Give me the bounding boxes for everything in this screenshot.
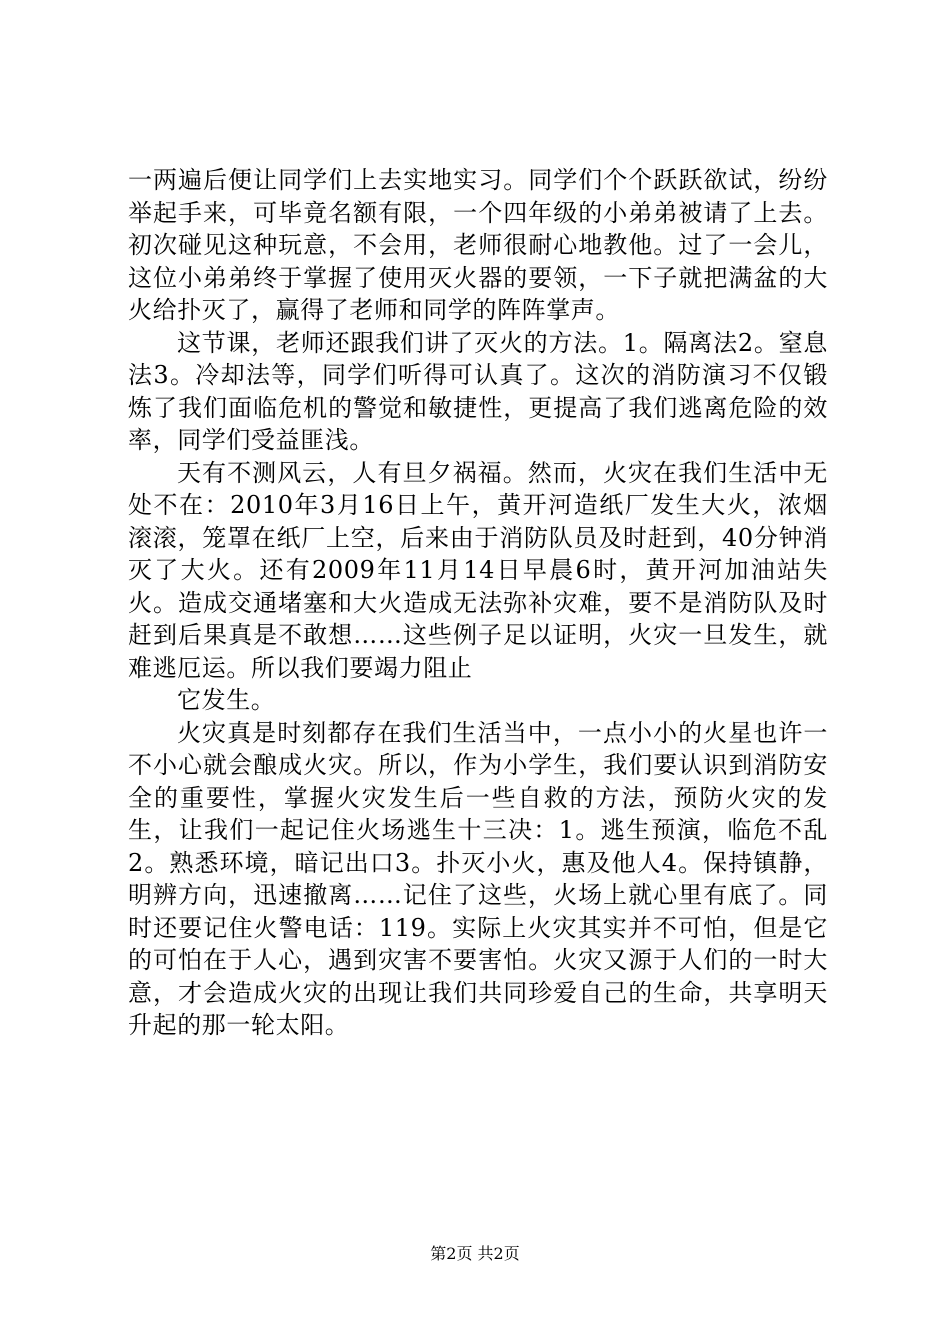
paragraph-3: 天有不测风云，人有旦夕祸福。然而，火灾在我们生活中无处不在：2010年3月16日上午，黄开河造纸厂发生大火，浓烟滚滚，笼罩在纸厂上空，后来由于消防队员及时赶到，40分钟消灭了大火。还有2009年11月14日早晨6时，黄开河加油站失火。造成交通堵塞和大火造成无法弥补灾难，要不是消防队及时赶到后果真是不敢想……这些例子足以证明，火灾一旦发生，就难逃厄运。所以我们要竭力阻止 <box>128 458 828 682</box>
page-number-footer: 第2页 共2页 <box>430 1244 520 1263</box>
paragraph-1: 一两遍后便让同学们上去实地实习。同学们个个跃跃欲试，纷纷举起手来，可毕竟名额有限，一个四年级的小弟弟被请了上去。初次碰见这种玩意，不会用，老师很耐心地教他。过了一会儿，这位小弟弟终于掌握了使用灭火器的要领，一下子就把满盆的大火给扑灭了，赢得了老师和同学的阵阵掌声。 <box>128 166 828 324</box>
document-body <box>128 164 828 1042</box>
paragraph-2: 这节课，老师还跟我们讲了灭火的方法。1。隔离法2。窒息法3。冷却法等，同学们听得可认真了。这次的消防演习不仅锻炼了我们面临危机的警觉和敏捷性，更提高了我们逃离危险的效率，同学们受益匪浅。 <box>128 328 828 454</box>
paragraph-5: 火灾真是时刻都存在我们生活当中，一点小小的火星也许一不小心就会酿成火灾。所以，作为小学生，我们要认识到消防安全的重要性，掌握火灾发生后一些自救的方法，预防火灾的发生，让我们一起记住火场逃生十三决：1。逃生预演，临危不乱2。熟悉环境，暗记出口3。扑灭小火，惠及他人4。保持镇静，明辨方向，迅速撤离……记住了这些，火场上就心里有底了。同时还要记住火警电话：119。实际上火灾其实并不可怕，但是它的可怕在于人心，遇到灾害不要害怕。火灾又源于人们的一时大意，才会造成火灾的出现让我们共同珍爱自己的生命，共享明天升起的那一轮太阳。 <box>128 718 828 1039</box>
paragraph-4: 它发生。 <box>177 686 276 714</box>
